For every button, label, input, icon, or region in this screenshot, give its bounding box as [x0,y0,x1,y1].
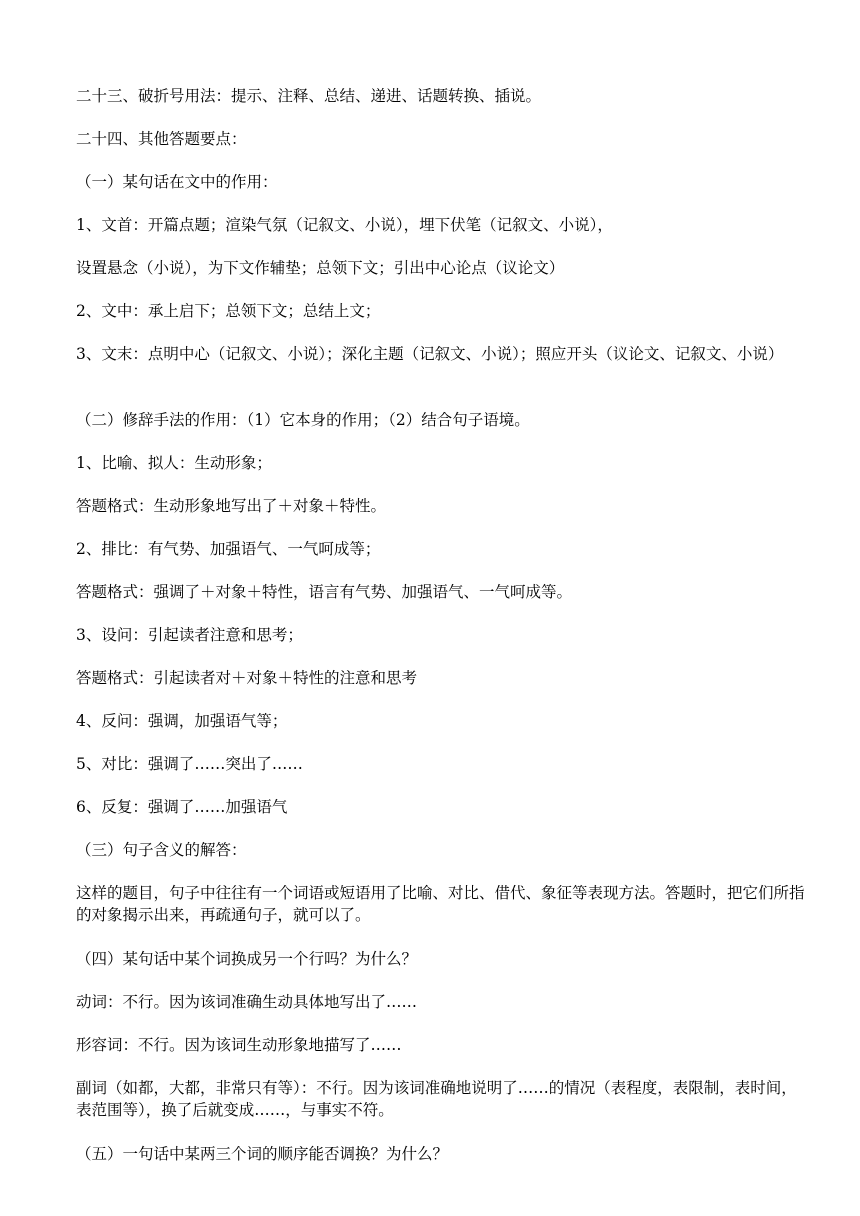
document-page [76,0,806,1216]
paragraph-meaning-explain: 这样的题目，句子中往往有一个词语或短语用了比喻、对比、借代、象征等表现方法。答题时，把它们所指的对象揭示出来，再疏通句子，就可以了。 [76,884,805,924]
subheading-sentence-meaning: （三）句子含义的解答： [76,841,247,859]
paragraph-suspense: 设置悬念（小说），为下文作辅垫；总领下文；引出中心论点（议论文） [76,259,565,277]
paragraph-contrast: 5、对比：强调了……突出了…… [76,755,303,773]
subheading-sentence-role: （一）某句话在文中的作用： [76,173,278,191]
subheading-word-order: （五）一句话中某两三个词的顺序能否调换？为什么？ [76,1145,449,1163]
paragraph-metaphor: 1、比喻、拟人：生动形象； [76,454,272,472]
paragraph-adverb: 副词（如都，大都，非常只有等）：不行。因为该词准确地说明了……的情况（表程度，表限制，表时间，表范围等），换了后就变成……，与事实不符。 [76,1079,797,1119]
subheading-word-replace: （四）某句话中某个词换成另一个行吗？为什么？ [76,950,418,968]
paragraph-verb: 动词：不行。因为该词准确生动具体地写出了…… [76,993,418,1011]
subheading-rhetoric: （二）修辞手法的作用：（1）它本身的作用；（2）结合句子语境。 [76,411,530,429]
paragraph-beginning: 1、文首：开篇点题；渲染气氛（记叙文、小说），埋下伏笔（记叙文、小说）， [76,216,613,234]
paragraph-question: 3、设问：引起读者注意和思考； [76,626,303,644]
paragraph-adjective: 形容词：不行。因为该词生动形象地描写了…… [76,1036,402,1054]
paragraph-repetition: 6、反复：强调了……加强语气 [76,798,288,816]
heading-dash-usage: 二十三、破折号用法：提示、注释、总结、递进、话题转换、插说。 [76,87,542,105]
paragraph-middle: 2、文中：承上启下；总领下文；总结上文； [76,302,381,320]
paragraph-parallelism: 2、排比：有气势、加强语气、一气呵成等； [76,540,381,558]
paragraph-rhetorical-question: 4、反问：强调，加强语气等； [76,712,288,730]
paragraph-question-format: 答题格式：引起读者对＋对象＋特性的注意和思考 [76,669,418,687]
paragraph-ending: 3、文末：点明中心（记叙文、小说）；深化主题（记叙文、小说）；照应开头（议论文、记叙文、小说） [76,345,784,363]
heading-other-points: 二十四、其他答题要点： [76,130,247,148]
paragraph-metaphor-format: 答题格式：生动形象地写出了＋对象＋特性。 [76,497,387,515]
paragraph-parallelism-format: 答题格式：强调了＋对象＋特性，语言有气势、加强语气、一气呵成等。 [76,583,573,601]
